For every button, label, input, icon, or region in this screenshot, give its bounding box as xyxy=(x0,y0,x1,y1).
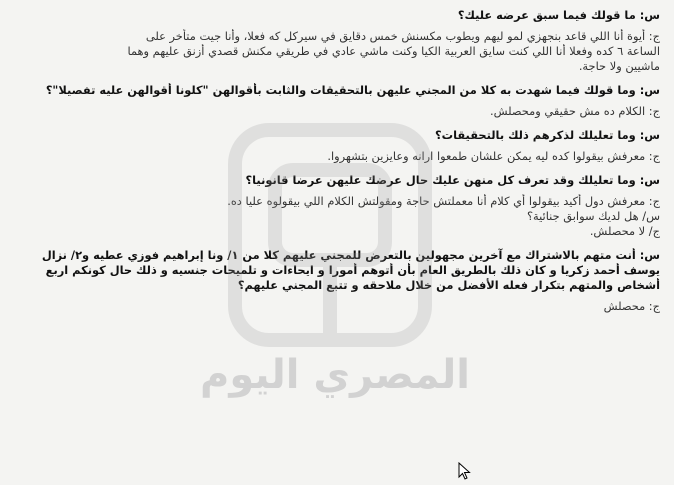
answer-line: الساعة ٦ كده وفعلا أنا اللي كنت سايق العربية الكيا وكنت ماشي عادي في طريقي مكنش قصدي أزنق عليهم وهما xyxy=(127,44,660,58)
question-line: س: وما قولك فيما شهدت به كلا من المجني عليهن بالتحقيقات والثابت بأقوالهن "كلونا أقوالهن عليه تفصيلا"؟ xyxy=(45,83,660,97)
question-line: س: وما تعليلك وقد تعرف كل منهن عليك حال عرضك عليهن عرضا قانونيا؟ xyxy=(245,173,660,187)
answer-line: ج: محصلش xyxy=(603,299,660,313)
question-line: يوسف أحمد زكريا و كان ذلك بالطريق العام بأن أتوهم أمورا و ايحاءات و تلميحات جنسيه و ذلك حال كونكم اربع xyxy=(45,263,660,277)
spacer xyxy=(14,74,660,83)
question-line: أشخاص والمتهم بتكرار فعله الأفضل من خلال ملاحقه و تتبع المجني عليهم؟ xyxy=(237,278,660,292)
question-line: س: ما قولك فيما سبق عرضه عليك؟ xyxy=(457,8,660,22)
question-line: س: أنت متهم بالاشتراك مع آخرين مجهولين بالتعرض للمجني عليهم كلا من ١/ ونا إبراهيم فوزي عطيه و٢/ نزال xyxy=(41,248,660,262)
answer-line: س/ هل لديك سوابق جنائية؟ xyxy=(526,209,660,223)
answer-line: ج: معرفش دول أكيد بيقولوا أي كلام أنا معملتش حاجة ومقولتش الكلام اللي بيقولوه عليا ده. xyxy=(227,194,660,208)
answer-line: ماشيين ولا حاجة. xyxy=(578,59,660,73)
question-line: س: وما تعليلك لذكرهم ذلك بالتحقيقات؟ xyxy=(435,128,660,142)
mouse-pointer-icon xyxy=(458,462,472,480)
answer-line: ج: معرفش بيقولوا كده ليه يمكن علشان طمعوا ارانه وعايزين بتشهروا. xyxy=(327,149,660,163)
answer-line: ج: الكلام ده مش حقيقي ومحصلش. xyxy=(490,104,660,118)
watermark-text: المصري اليوم xyxy=(200,352,470,398)
spacer xyxy=(14,239,660,248)
answer-line: ج/ لا محصلش. xyxy=(589,224,660,238)
spacer xyxy=(14,164,660,173)
spacer xyxy=(14,119,660,128)
answer-line: ج: أيوة أنا اللي قاعد بنجهزي لمو ليهم ويطوب مكسنش خمس دقايق في سيركل كه فعلا، وأنا جيت متأخر على xyxy=(145,29,660,43)
